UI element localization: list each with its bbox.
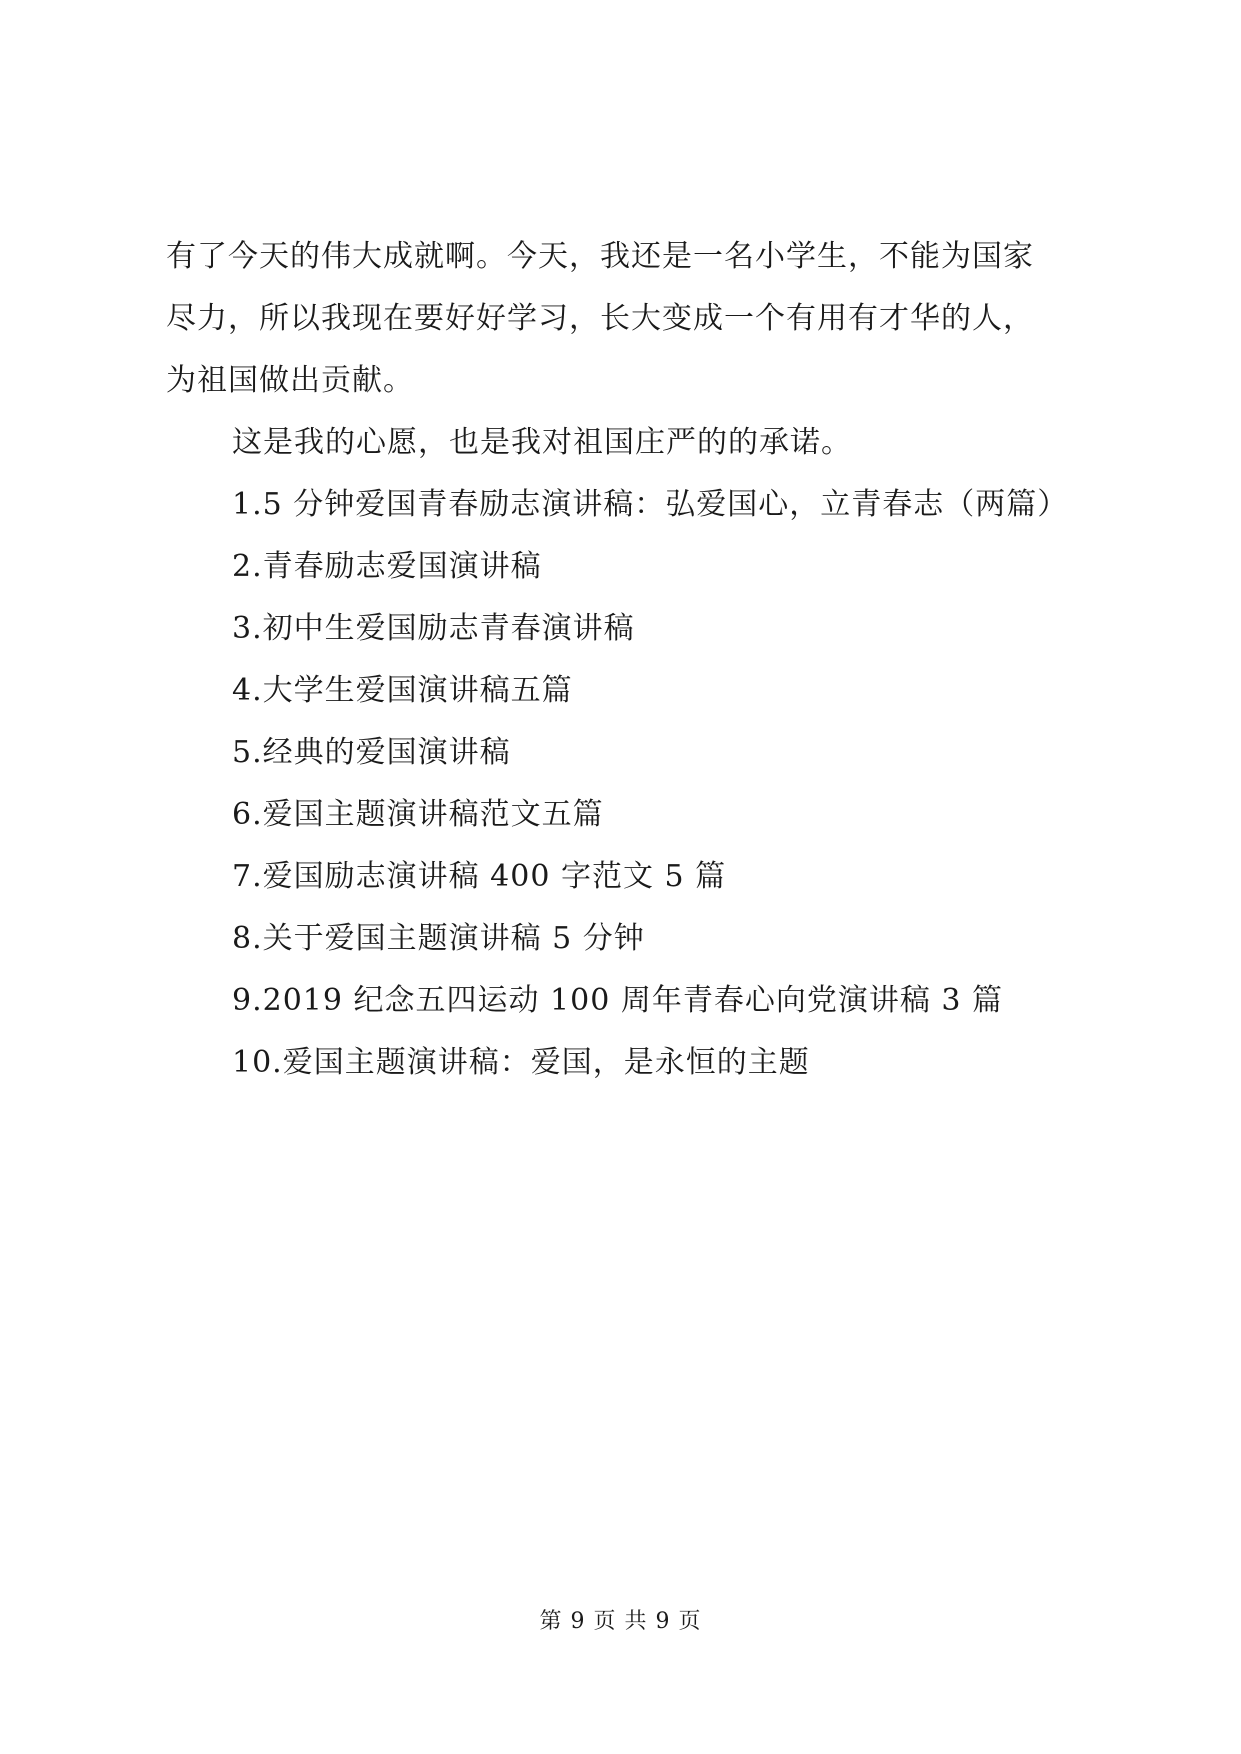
related-articles-list: [166, 474, 1096, 1094]
page-number-footer: 第 9 页 共 9 页: [539, 1609, 702, 1634]
list-item: 7.爱国励志演讲稿 400 字范文 5 篇: [232, 859, 727, 894]
list-item: 5.经典的爱国演讲稿: [232, 735, 511, 770]
list-item: 8.关于爱国主题演讲稿 5 分钟: [232, 921, 645, 956]
paragraph-line: 尽力，所以我现在要好好学习，长大变成一个有用有才华的人，: [166, 301, 1034, 336]
list-item: 2.青春励志爱国演讲稿: [232, 549, 542, 584]
list-item: 1.5 分钟爱国青春励志演讲稿：弘爱国心，立青春志（两篇）: [232, 487, 1069, 522]
closing-line: 这是我的心愿，也是我对祖国庄严的的承诺。: [232, 425, 852, 460]
list-item: 10.爱国主题演讲稿：爱国，是永恒的主题: [232, 1045, 810, 1080]
page-content: [166, 226, 1096, 1094]
list-item: 9.2019 纪念五四运动 100 周年青春心向党演讲稿 3 篇: [232, 983, 1003, 1018]
list-item: 4.大学生爱国演讲稿五篇: [232, 673, 573, 708]
paragraph-line: 为祖国做出贡献。: [166, 363, 414, 398]
list-item: 6.爱国主题演讲稿范文五篇: [232, 797, 604, 832]
list-item: 3.初中生爱国励志青春演讲稿: [232, 611, 635, 646]
paragraph-line: 有了今天的伟大成就啊。今天，我还是一名小学生，不能为国家: [166, 239, 1034, 274]
